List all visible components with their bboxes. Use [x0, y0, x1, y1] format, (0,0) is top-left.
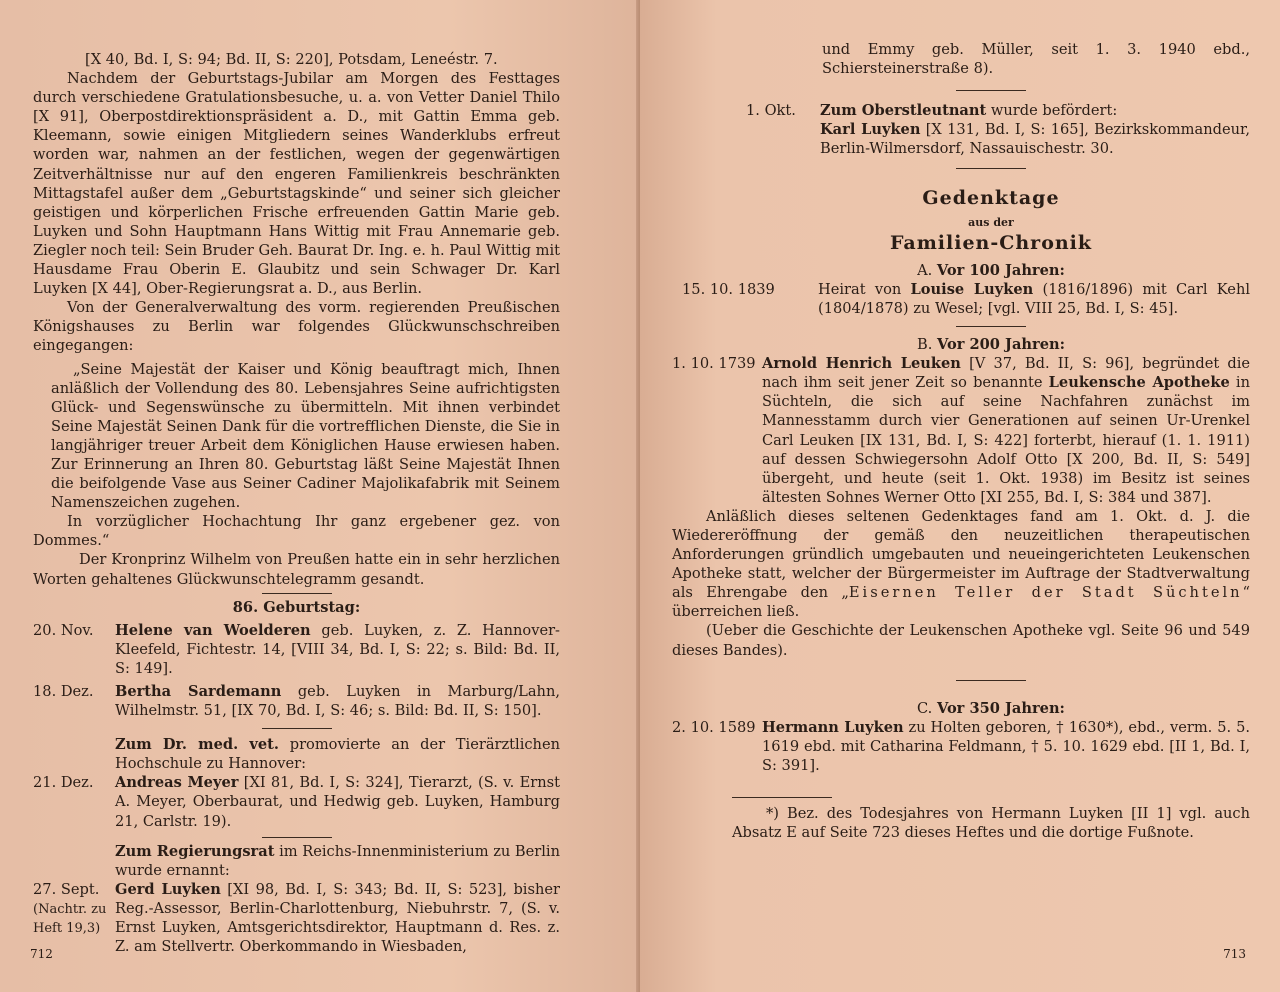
section-label: A. [917, 261, 933, 279]
kronprinz-paragraph: Der Kronprinz Wilhelm von Preußen hatte ein in sehr herzlichen Worten gehaltenes Glückwunschtelegramm gesandt. [33, 551, 560, 588]
anniversary-paragraph: Anläßlich dieses seltenen Gedenktages fand am 1. Okt. d. J. die Wiedereröffnung der gemäß den neuzeitlichen therapeutischen Anforderungen gründlich umgebauten und neueingerichteten Leukenschen Apotheke statt, welcher der Bürgermeister im Auftrage der Stadtverwaltung als Ehrengabe den „Eisernen Teller der Stadt Süchteln“ überreichen ließ. [672, 507, 1250, 621]
divider [956, 90, 1026, 91]
intro-paragraph: Nachdem der Geburtstags-Jubilar am Morgen des Festtages durch verschiedene Gratulationsbesuche, u. a. von Vetter Daniel Thilo [X 91], Oberpostdirektionspräsident a. D., mit Gattin Emma geb. Kleemann, sowie einigen Mitgliedern seines Wanderklubs erfreut worden war, nahmen an der festlichen, wegen der gegenwärtigen Zeitverhältnisse nur auf den engeren Familienkreis beschränkten Mittagstafel außer dem „Geburtstagskinde“ und seiner sich gleicher geistigen und körperlichen Frische erfreuenden Gattin Marie geb. Luyken und Sohn Hauptmann Hans Wittig mit Frau Annemarie geb. Ziegler noch teil: Sein Bruder Geh. Baurat Dr. Ing. e. h. Paul Wittig mit Hausdame Frau Oberin E. Glaubitz und sein Schwager Dr. Karl Luyken [X 44], Ober-Regierungsrat a. D., aus Berlin. [33, 70, 560, 298]
entry-date: 2. 10. 1589 [672, 718, 756, 736]
drmed-heading: Zum Dr. med. vet. [115, 736, 279, 754]
oberst-heading: Zum Oberstleutnant [820, 102, 987, 120]
entry-name: Helene van Woelderen [115, 621, 311, 639]
entry-name: Louise Luyken [910, 280, 1034, 298]
entry-date: 21. Dez. [33, 774, 94, 792]
entry-text: [XI 98, Bd. I, S: 343; Bd. II, S: 523], bisher Reg.-Assessor, Berlin-Charlottenburg, Niebuhrstr. 7, (S. v. Ernst Luyken, Amtsgerichtsdirektor, Hauptmann d. Res. z. Z. am Stellvertr. Oberkommando in Wiesbaden, [115, 880, 560, 956]
entry-name: Andreas Meyer [115, 774, 239, 792]
divider [262, 837, 332, 838]
entry-date: 20. Nov. [33, 621, 94, 639]
iron-plate-title: Eisernen Teller der Stadt Süchteln [848, 584, 1243, 602]
entry-text: (1816/1896) mit Carl Kehl (1804/1878) zu Wesel; [vgl. VIII 25, Bd. I, S: 45]. [818, 280, 1251, 317]
section-title: Vor 200 Jahren: [937, 336, 1065, 354]
entry-name: Arnold Henrich Leuken [762, 355, 961, 373]
chronicle-title-2: Familien-Chronik [889, 231, 1093, 254]
entry-text: [V 37, Bd. II, S: 96], begründet die nach ihm seit jener Zeit so benannte [762, 355, 1251, 392]
history-note: (Ueber die Geschichte der Leukenschen Apotheke vgl. Seite 96 und 549 dieses Bandes). [672, 622, 1250, 659]
divider [956, 168, 1026, 169]
entry-name: Hermann Luyken [762, 718, 904, 736]
entry-name: Karl Luyken [820, 121, 921, 139]
section-label: C. [917, 699, 933, 717]
entry-text: geb. Luyken in Marburg/Lahn, Wilhelmstr. 51, [IX 70, Bd. I, S: 46; s. Bild: Bd. II, S: 150]. [115, 683, 560, 720]
list-item [33, 682, 560, 720]
apotheke-name: Leukensche Apotheke [1048, 374, 1230, 392]
list-item [672, 354, 1250, 507]
footnote-rule [732, 797, 832, 798]
page-number: 712 [30, 946, 53, 961]
entry-date-note: (Nachtr. zu Heft 19,3) [33, 901, 107, 937]
divider [262, 728, 332, 729]
quote-text: „Seine Majestät der Kaiser und König beauftragt mich, Ihnen anläßlich der Vollendung des 80. Lebensjahres Seine aufrichtigsten Glück- und Segenswünsche zu übermitteln. Mit ihnen verbindet Seine Majestät Seinen Dank für die vortrefflichen Dienste, die Sie in langjähriger treuer Arbeit dem Königlichen Hause erwiesen haben. Zur Erinnerung an Ihren 80. Geburtstag läßt Seine Majestät Ihnen die beifolgende Vase aus Seiner Cadiner Majolikafabrik mit Seinem Namenszeichen zugehen. [51, 360, 560, 512]
regrat-heading: Zum Regierungsrat [115, 842, 275, 860]
drmed-text: promovierte an der Tierärztlichen Hochschule zu Hannover: [115, 736, 560, 773]
list-item [33, 880, 560, 956]
list-item [672, 718, 1250, 775]
section-title: Vor 100 Jahren: [936, 261, 1065, 279]
entry-date: 15. 10. 1839 [682, 280, 775, 298]
intro-line: [X 40, Bd. I, S: 94; Bd. II, S: 220], Potsdam, Leneéstr. 7. [85, 51, 498, 68]
entry-text: [X 131, Bd. I, S: 165], Bezirkskommandeur, Berlin-Wilmersdorf, Nassauischestr. 30. [820, 121, 1250, 158]
entry-prefix: Heirat von [818, 280, 911, 298]
list-item [732, 101, 1250, 120]
list-item [682, 280, 1250, 318]
entry-text: geb. Luyken, z. Z. Hannover-Kleefeld, Fichtestr. 14, [VIII 34, Bd. I, S: 22; s. Bild: Bd. II, S: 149]. [115, 621, 560, 677]
entry-text: [XI 81, Bd. I, S: 324], Tierarzt, (S. v. Ernst A. Meyer, Oberbaurat, und Hedwig geb. Luyken, Hamburg 21, Carlstr. 19). [115, 774, 560, 830]
entry-text-2: in Süchteln, die sich auf seine Nachfahren zunächst im Mannesstamm durch vier Generationen auf seinen Ur-Urenkel Carl Leuken [IX 131, Bd. I, S: 422] forterbt, hierauf (1. 1. 1911) auf dessen Schwiegersohn Adolf Otto [X 200, Bd. II, S: 549] übergeht, und heute (seit 1. Okt. 1938) im Besitz ist seines ältesten Sohnes Werner Otto [XI 255, Bd. I, S: 384 und 387]. [762, 374, 1250, 506]
chronicle-subtitle: aus der [968, 215, 1014, 229]
entry-date: 27. Sept. [33, 880, 100, 898]
entry-date: 18. Dez. [33, 683, 94, 700]
footnote: *) Bez. des Todesjahres von Hermann Luyken [II 1] vgl. auch Absatz E auf Seite 723 dieses Heftes und die dortige Fußnote. [732, 805, 1250, 842]
quote-closing: In vorzüglicher Hochachtung Ihr ganz ergebener gez. von Dommes.“ [33, 513, 560, 550]
entry-text: zu Holten geboren, † 1630*), ebd., verm. 5. 5. 1619 ebd. mit Catharina Feldmann, † 5. 10. 1629 ebd. [II 1, Bd. I, S: 391]. [762, 718, 1250, 774]
divider [956, 326, 1026, 327]
right-page [640, 0, 1280, 992]
continuation-text: und Emmy geb. Müller, seit 1. 3. 1940 ebd., Schiersteinerstraße 8). [822, 41, 1250, 78]
entry-date: 1. Okt. [746, 102, 796, 120]
section-title: Vor 350 Jahren: [936, 699, 1065, 717]
entry-date: 1. 10. 1739 [672, 355, 756, 373]
section-label: B. [917, 336, 933, 354]
regrat-text: im Reichs-Innenministerium zu Berlin wurde ernannt: [115, 842, 561, 879]
entry-name: Bertha Sardemann [115, 683, 282, 700]
list-item [33, 773, 560, 830]
oberst-text: wurde befördert: [986, 102, 1118, 120]
letter-intro: Von der Generalverwaltung des vorm. regierenden Preußischen Königshauses zu Berlin war folgendes Glückwunschschreiben eingegangen: [33, 299, 560, 355]
divider [956, 680, 1026, 681]
heading-86-birthday: 86. Geburtstag: [232, 598, 361, 616]
divider [262, 593, 332, 594]
chronicle-title: Gedenktage [922, 187, 1060, 210]
list-item [33, 621, 560, 678]
page-number: 713 [1223, 946, 1246, 961]
entry-name: Gerd Luyken [115, 880, 221, 898]
